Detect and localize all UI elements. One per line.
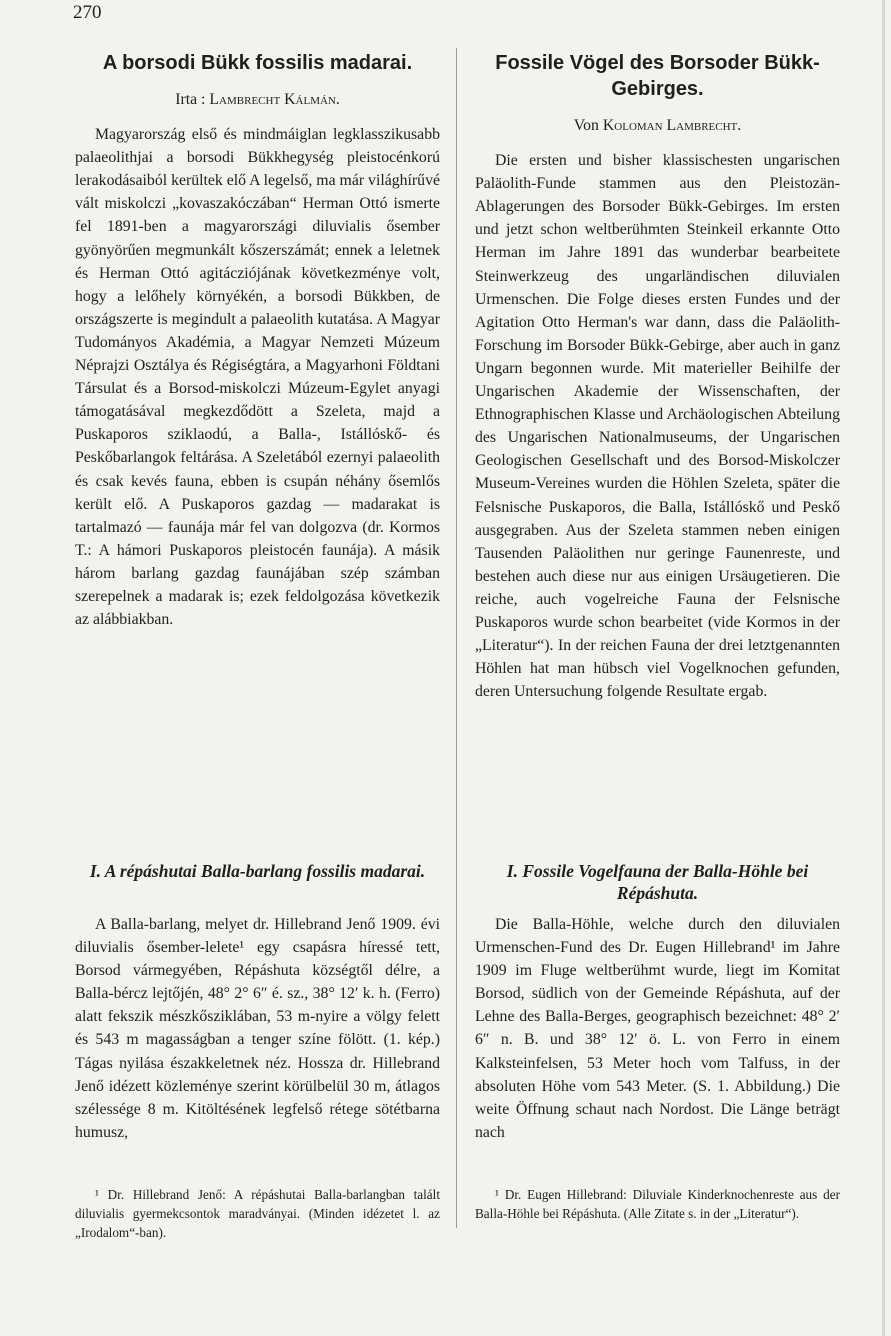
german-section-title: I. Fossile Vogelfauna der Balla-Höhle bei Répáshuta. [506, 861, 809, 903]
german-byline-prefix: Von [573, 117, 599, 134]
german-footnote-text: ¹ Dr. Eugen Hillebrand: Diluviale Kinderknochenreste aus der Balla-Höhle bei Répáshuta. (Alle Zitate s. in der „Literatur“). [475, 1187, 840, 1221]
hungarian-column [75, 50, 440, 631]
german-intro-paragraph: Die ersten und bisher klassischesten ungarischen Paläolith-Funde stammen aus den Pleistozän-Ablagerungen des Borsoder Bükk-Gebirges. Im ersten und jetzt schon weltberühmten Steinkeil erkannte Otto Herman im Jahre 1891 das wunderbar bearbeitete Steinwerkzeug des ungarländischen diluvialen Urmenschen. Die Folge dieses ersten Fundes und der Agitation Otto Herman's war dann, dass die Paläolith-Forschung im Borsoder Bükk-Gebirge, aber auch in ganz Ungarn begonnen wurde. Mit materieller Beihilfe der Ungarischen Akademie der Wissenschaften, der Ethnographischen Klasse und Archäologischen Abteilung des Ungarischen Nationalmuseums, der Ungarischen Geologischen Gesellschaft und des Borsod-Miskolczer Museum-Vereines wurden die Höhlen Szeleta, später die Felsnische Puskaporos, die Balla, Istállóskő und Peskő ausgegraben. Aus der Szeleta stammen neben einigen Tausenden Paläolithen nur geringe Faunenreste, und bestehen auch diese nur aus einigen Ursäugetieren. Die reiche, auch vogelreiche Fauna der Felsnische Puskaporos wurde schon bearbeitet (vide Kormos in der „Literatur“). In der reichen Fauna der drei letztgenannten Höhlen hat man hübsch viel Vogelknochen gefunden, deren Untersuchung folgende Resultate ergab. [475, 152, 840, 701]
german-footnote [475, 1185, 840, 1223]
german-title: Fossile Vögel des Borsoder Bükk-Gebirges. [495, 52, 820, 100]
column-divider [456, 48, 457, 1228]
german-author: Koloman Lambrecht. [602, 117, 742, 134]
hungarian-footnote-text: ¹ Dr. Hillebrand Jenő: A répáshutai Balla-barlangban talált diluvialis gyermekcsontok maradványai. (Minden idézetet l. az „Irodalom“-ban). [75, 1187, 440, 1240]
hungarian-byline-prefix: Irta : [175, 91, 206, 108]
hungarian-section-title: I. A répáshutai Balla-barlang fossilis madarai. [89, 861, 426, 881]
hungarian-byline [75, 88, 440, 111]
hungarian-title: A borsodi Bükk fossilis madarai. [102, 52, 413, 74]
german-section-body [475, 913, 840, 1144]
hungarian-intro-paragraph: Magyarország első és mindmáiglan legklasszikusabb palaeolithjai a borsodi Bükkhegység pleistocénkorú lerakodásaiból kerültek elő A legelső, ma már világhírűvé vált miskolczi „kovaszakóczában“ Herman Ottó ismerte fel 1891-ben a magyarországi diluvialis ősember gyönyörűen megmunkált kőszerszámát; ennek a leletnek és Herman Ottó agitácziójának következménye volt, hogy a lelőhely környékén, a borsodi Bükkben, de országszerte is megindult a palaeolith kutatása. A Magyar Tudományos Akadémia, a Magyar Nemzeti Múzeum Néprajzi Osztálya és Régiségtára, a Magyarhoni Földtani Társulat és a Borsod-miskolczi Múzeum-Egylet anyagi támogatásával megkezdődött a Szeleta, majd a Puskaporos sziklaodú, a Balla-, Istállóskő- és Peskőbarlangok feltárása. A Szeletából ezernyi palaeolith és csak kevés fauna, ebben is csupán néhány ősemlős került elő. A Puskaporos gazdag — madarakat is tartalmazó — faunája már fel van dolgozva (dr. Kormos T.: A hámori Puskaporos pleistocén faunája). A másik három barlang gazdag faunájában szép számban szerepelnek a madarak is; ezek feldolgozása következik az alábbiakban. [75, 126, 440, 629]
hungarian-footnote [75, 1185, 440, 1242]
german-byline [475, 114, 840, 137]
hungarian-section-paragraph: A Balla-barlang, melyet dr. Hillebrand Jenő 1909. évi diluvialis ősember-lelete¹ egy csapásra híressé tett, Borsod vármegyében, Répáshuta községtől délre, a Balla-bércz lejtőjén, 48° 2° 6″ é. sz., 38° 12′ k. h. (Ferro) alatt fekszik mészkősziklában, 53 m-nyire a völgy felett és 543 m magasságban a tenger színe fölött. (1. kép.) Tágas nyilása északkeletnek néz. Hossza dr. Hillebrand Jenő idézett közleménye szerint körülbelül 30 m, átlagos szélessége 8 m. Kitöltésének legfelső rétege sötétbarna humusz, [75, 916, 440, 1141]
hungarian-section-body [75, 913, 440, 1144]
german-column [475, 50, 840, 703]
hungarian-author: Lambrecht Kálmán. [209, 91, 340, 108]
page-edge [882, 0, 885, 1336]
german-section-paragraph: Die Balla-Höhle, welche durch den diluvialen Urmenschen-Fund des Dr. Eugen Hillebrand¹ im Jahre 1909 im Fluge weltberühmt wurde, liegt im Komitat Borsod, südlich von der Gemeinde Répáshuta, auf der Lehne des Balla-Berges, geographisch bezeichnet: 48° 2′ 6″ n. B. und 38° 12′ ö. L. von Ferro in einem Kalksteinfelsen, 53 Meter hoch vom Talfuss, in der absoluten Höhe vom 543 Meter. (S. 1. Abbildung.) Die weite Öffnung schaut nach Nordost. Die Länge beträgt nach [475, 916, 840, 1141]
page-number: 270 [73, 2, 102, 23]
